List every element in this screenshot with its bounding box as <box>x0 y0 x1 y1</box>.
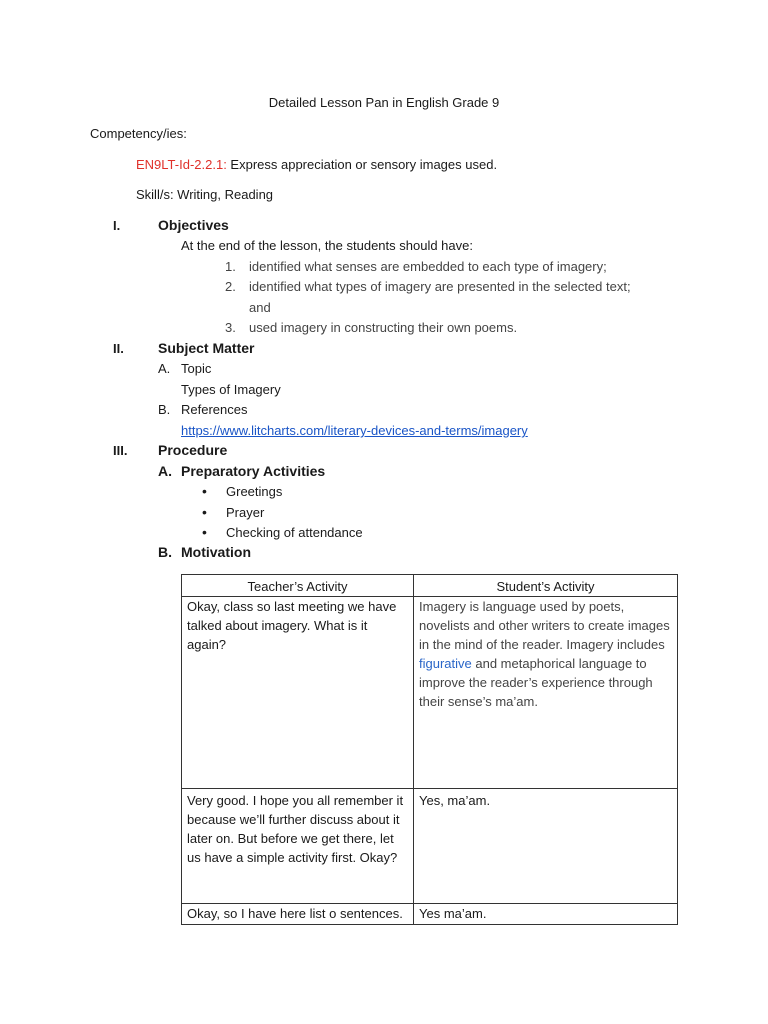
topic-label: Topic <box>181 361 212 376</box>
bullet-icon: • <box>202 504 207 520</box>
objectives-intro: At the end of the lesson, the students should have: <box>181 238 473 253</box>
topic-letter: A. <box>158 361 171 376</box>
teacher-activity-cell: Okay, class so last meeting we have talked about imagery. What is it again? <box>182 597 414 789</box>
bullet-item: Checking of attendance <box>226 525 363 540</box>
activity-table <box>181 574 678 925</box>
student-activity-cell: Yes, ma’am. <box>414 789 678 904</box>
objective-text: identified what senses are embedded to each type of imagery; <box>249 259 607 274</box>
section-numeral-subject: II. <box>113 341 124 356</box>
prep-heading: Preparatory Activities <box>181 463 326 479</box>
bullet-icon: • <box>202 483 207 499</box>
column-header-student: Student’s Activity <box>414 575 678 597</box>
objective-text-continuation: and <box>249 300 271 315</box>
objective-number: 3. <box>225 320 236 335</box>
section-heading-procedure: Procedure <box>158 442 228 458</box>
motivation-heading: Motivation <box>181 544 251 560</box>
column-header-teacher: Teacher’s Activity <box>182 575 414 597</box>
references-label: References <box>181 402 248 417</box>
table-row <box>182 904 678 925</box>
document-title: Detailed Lesson Pan in English Grade 9 <box>268 95 500 110</box>
section-heading-objectives: Objectives <box>158 217 229 233</box>
bullet-item: Greetings <box>226 484 283 499</box>
student-activity-cell <box>414 597 678 789</box>
table-row <box>182 597 678 789</box>
reference-link[interactable]: https://www.litcharts.com/literary-devices-and-terms/imagery <box>181 423 528 438</box>
bullet-item: Prayer <box>226 505 265 520</box>
objective-number: 2. <box>225 279 236 294</box>
objective-text: identified what types of imagery are presented in the selected text; <box>249 279 631 294</box>
motivation-letter: B. <box>158 544 172 560</box>
figurative-link[interactable]: figurative <box>419 656 472 671</box>
prep-letter: A. <box>158 463 172 479</box>
student-text: and metaphorical language to improve the reader’s experience through their sense’s ma’am. <box>419 656 653 709</box>
table-header-row <box>182 575 678 597</box>
topic-value: Types of Imagery <box>181 382 281 397</box>
teacher-activity-cell: Very good. I hope you all remember it because we’ll further discuss about it later on. But before we get there, let us have a simple activity first. Okay? <box>182 789 414 904</box>
section-numeral-objectives: I. <box>113 218 121 233</box>
references-letter: B. <box>158 402 171 417</box>
competency-line <box>136 157 497 172</box>
competency-code: EN9LT-Id-2.2.1: <box>136 157 227 172</box>
student-activity-cell: Yes ma’am. <box>414 904 678 925</box>
table-row <box>182 789 678 904</box>
bullet-icon: • <box>202 524 207 540</box>
competency-label: Competency/ies: <box>90 126 187 141</box>
section-heading-subject: Subject Matter <box>158 340 255 356</box>
objective-text: used imagery in constructing their own poems. <box>249 320 518 335</box>
section-numeral-procedure: III. <box>113 443 128 458</box>
competency-text: Express appreciation or sensory images used. <box>226 157 498 172</box>
skills-line: Skill/s: Writing, Reading <box>136 187 274 202</box>
student-text: Imagery is language used by poets, novelists and other writers to create images in the mind of the reader. Imagery includes <box>419 599 670 652</box>
teacher-activity-cell: Okay, so I have here list o sentences. <box>182 904 414 925</box>
objective-number: 1. <box>225 259 236 274</box>
